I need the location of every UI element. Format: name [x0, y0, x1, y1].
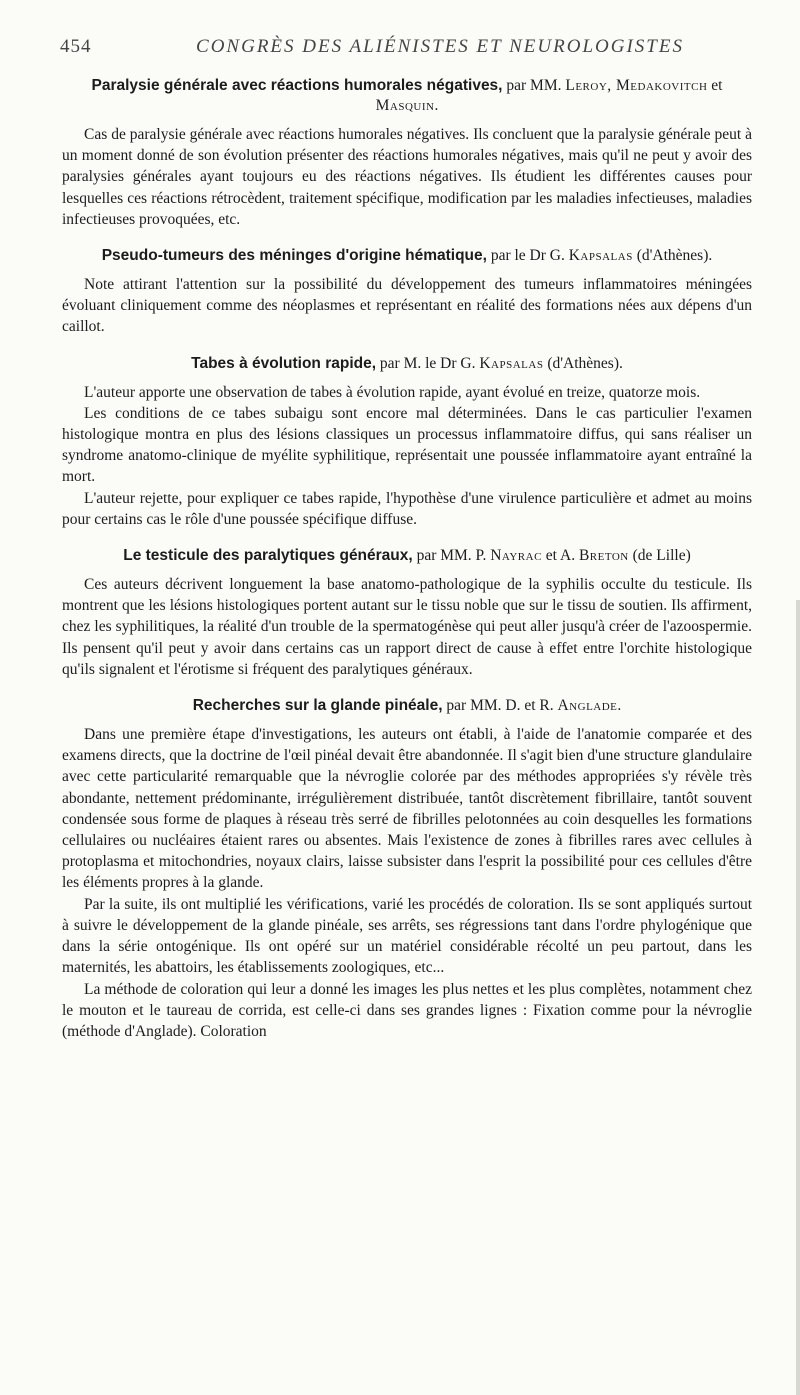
article-byline-prefix: par MM. D. et R.	[442, 697, 558, 715]
running-head	[60, 36, 740, 60]
article-byline-conj: et	[707, 77, 723, 94]
article-title: Le testicule des paralytiques généraux,	[123, 547, 413, 565]
article-authors-2: Breton	[578, 547, 629, 565]
article-paragraph: La méthode de coloration qui leur a donné les images les plus nettes et les plus complètes, notamment chez le mouton et le taureau de corrida, est celle-ci dans ses grandes lignes : Fixation comme pour la névroglie (méthode d'Anglade). Coloration	[62, 980, 752, 1040]
article-authors: Nayrac	[490, 547, 542, 565]
article-byline-suffix: .	[617, 697, 622, 715]
article-authors-2: Masquin	[375, 97, 435, 114]
article-byline-prefix: par MM. P.	[412, 547, 491, 565]
article-paragraph: Dans une première étape d'investigations, les auteurs ont établi, à l'aide de l'anatomie comparée et des examens directs, que la doctrine de l'œil pinéal devait être abandonnée. Il s'agit bien d'une structure glandulaire avec cette particularité remarquable que la névroglie colorée par des méthodes appropriées s'y révèle très abondante, nettement prédominante, irrégulièrement distribuée, tantôt discrètement fibrillaire, tantôt souvent condensée sous forme de plaques à réseau très serré de fibrilles pelotonnées au coin desquelles les formations cellulaires ou nucléaires étaient rares ou absentes. Mais l'existence de zones à fibrilles rares avec cellules à protoplasma et mitochondries, noyaux clairs, laisse subsister dans l'esprit la possibilité pour ces cellules d'être les éléments propres à la glande.	[62, 726, 752, 892]
page-body	[62, 76, 752, 1058]
article-pseudo-tumeurs	[62, 246, 752, 338]
article-byline-prefix: par MM.	[502, 77, 566, 94]
article-tabes	[62, 354, 752, 530]
article-authors: Anglade	[557, 697, 618, 715]
article-byline-suffix: (d'Athènes).	[543, 354, 623, 372]
article-byline-suffix: .	[434, 97, 439, 114]
article-title: Recherches sur la glande pinéale,	[192, 697, 443, 715]
article-byline-suffix: (d'Athènes).	[632, 247, 713, 265]
scan-edge-shadow	[796, 600, 800, 1395]
running-title: CONGRÈS DES ALIÉNISTES ET NEUROLOGISTES	[196, 36, 684, 57]
article-byline-prefix: par le Dr G.	[486, 247, 569, 265]
article-byline-suffix: (de Lille)	[628, 547, 691, 565]
article-title: Pseudo-tumeurs des méninges d'origine hématique,	[101, 247, 487, 265]
article-authors: Leroy, Medakovitch	[565, 77, 708, 94]
article-byline-conj: et A.	[541, 547, 579, 565]
article-authors: Kapsalas	[479, 354, 544, 372]
article-paragraph: Par la suite, ils ont multiplié les vérifications, varié les procédés de coloration. Ils se sont appliqués surtout à suivre le développement de la glande pinéale, ses arrêts, ses régressions tant dans l'ordre phylogénique que dans la série ontogénique. Ils ont opéré sur un matériel considérable récolté un peu partout, dans les maternités, les abattoirs, les établissements zoologiques, etc...	[62, 895, 752, 977]
article-paragraph: Cas de paralysie générale avec réactions humorales négatives. Ils concluent que la paralysie générale peut à un moment donné de son évolution présenter des réactions humorales négatives, mais qu'il ne peut y avoir des paralysies générales ayant toujours eu des réactions négatives. Ils étudient les différentes causes pour lesquelles ces réactions rétrocèdent, traitement spécifique, modification par les maladies infectieuses, maladies infectieuses provoquées, etc.	[62, 126, 752, 228]
article-paragraph: Les conditions de ce tabes subaigu sont encore mal déterminées. Dans le cas particulier l'examen histologique montra en plus des lésions classiques un processus inflammatoire diffus, qui sans réaliser un syndrome anatomo-clinique de myélite syphilitique, représentait une poussée inflammatoire ayant entraîné la mort.	[62, 404, 752, 486]
article-paragraph: Ces auteurs décrivent longuement la base anatomo-pathologique de la syphilis occulte du testicule. Ils montrent que les lésions histologiques portent autant sur le tissu noble que sur le tissu de soutien. Ils affirment, chez les syphilitiques, la réalité d'un trouble de la spermatogénèse qui peut aller jusqu'à créer de l'azoospermie. Ils pensent qu'il peut y avoir dans certains cas un rapport direct de cause à effet entre l'orchite histologique qu'ils signalent et l'érotisme si fréquent des paralytiques généraux.	[62, 576, 752, 678]
article-authors: Kapsalas	[568, 247, 633, 265]
article-paragraph: L'auteur rejette, pour expliquer ce tabes rapide, l'hypothèse d'une virulence particulière et admet au moins pour certains cas le rôle d'une poussée spécifique diffuse.	[62, 489, 752, 528]
article-paralysie-generale	[62, 76, 752, 230]
article-heading	[62, 354, 752, 374]
article-heading	[62, 546, 752, 566]
article-title: Tabes à évolution rapide,	[191, 354, 377, 372]
article-heading	[62, 246, 752, 266]
article-title: Paralysie générale avec réactions humorales négatives,	[91, 77, 503, 94]
article-heading	[62, 696, 752, 716]
article-glande-pineale	[62, 696, 752, 1042]
page-number: 454	[60, 36, 92, 57]
article-paragraph: L'auteur apporte une observation de tabes à évolution rapide, ayant évolué en treize, quatorze mois.	[84, 383, 701, 401]
article-paragraph: Note attirant l'attention sur la possibilité du développement des tumeurs inflammatoires méningées évoluant cliniquement comme des néoplasmes et représentant en réalité des formations nées aux dépens d'un caillot.	[62, 276, 752, 336]
article-testicule	[62, 546, 752, 680]
article-byline-prefix: par M. le Dr G.	[376, 354, 480, 372]
article-heading	[62, 76, 752, 116]
